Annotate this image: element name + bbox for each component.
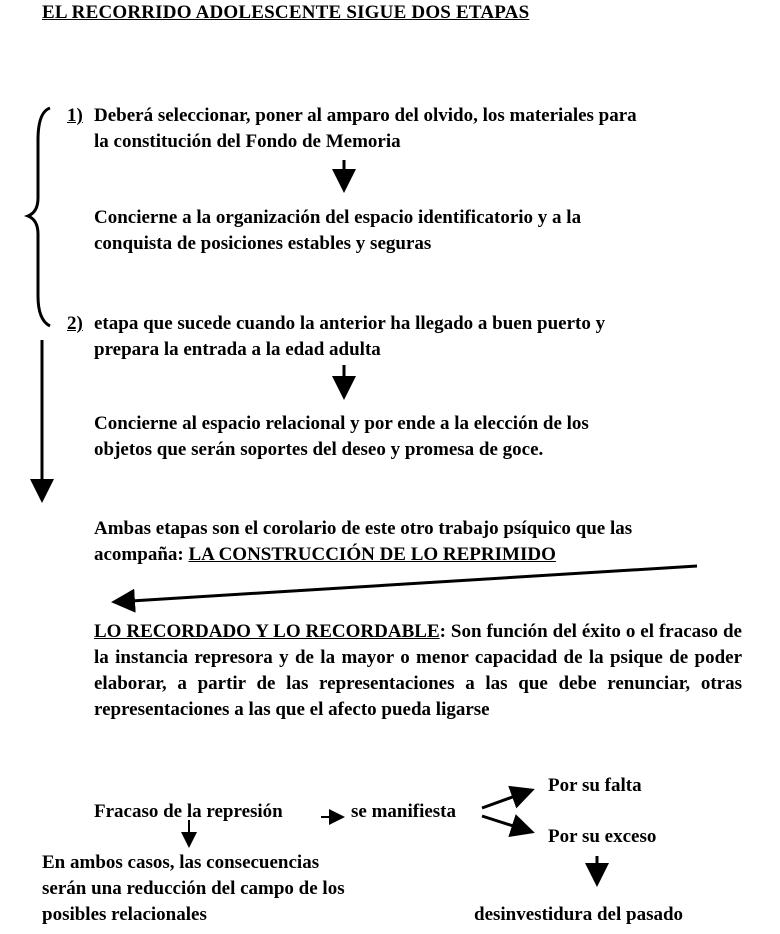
stage2-detail-line2: objetos que serán soportes del deseo y promesa de goce. bbox=[94, 439, 544, 460]
stage2-number: 2) bbox=[67, 313, 83, 334]
corollary-line1: Ambas etapas son el corolario de este otro trabajo psíquico que las bbox=[94, 518, 633, 539]
repressed-construction: LA CONSTRUCCIÓN DE LO REPRIMIDO bbox=[188, 544, 556, 565]
stage2-detail-line1: Concierne al espacio relacional y por ende a la elección de los bbox=[94, 413, 589, 434]
corollary-line2: acompaña: LA CONSTRUCCIÓN DE LO REPRIMIDO bbox=[94, 544, 556, 565]
recorded-heading: LO RECORDADO Y LO RECORDABLE bbox=[94, 621, 440, 642]
manifests-label: se manifiesta bbox=[351, 801, 457, 822]
page-title: EL RECORRIDO ADOLESCENTE SIGUE DOS ETAPAS bbox=[42, 2, 530, 23]
consequence-line1: En ambos casos, las consecuencias bbox=[42, 852, 320, 873]
stage1-number: 1) bbox=[67, 105, 83, 126]
stages-brace bbox=[28, 108, 50, 326]
consequence-line2: serán una reducción del campo de los bbox=[42, 878, 345, 899]
lack-label: Por su falta bbox=[548, 775, 642, 796]
consequence-line3: posibles relacionales bbox=[42, 904, 207, 925]
stage2-line1: etapa que sucede cuando la anterior ha llegado a buen puerto y bbox=[94, 313, 606, 334]
stage1-line1: Deberá seleccionar, poner al amparo del olvido, los materiales para bbox=[94, 105, 637, 126]
divestment-label: desinvestidura del pasado bbox=[474, 904, 684, 925]
excess-label: Por su exceso bbox=[548, 826, 657, 847]
lack-arrow bbox=[482, 790, 532, 808]
stage1-detail-line1: Concierne a la organización del espacio identificatorio y a la bbox=[94, 207, 582, 228]
excess-arrow bbox=[482, 816, 532, 832]
stage1-line2: la constitución del Fondo de Memoria bbox=[94, 131, 401, 152]
stage2-line2: prepara la entrada a la edad adulta bbox=[94, 339, 381, 360]
diagonal-left-arrow bbox=[114, 566, 697, 602]
recorded-text: : Son función del éxito o el fracaso de la instancia represora y de la mayor o menor capacidad de la psique de poder elaborar, a partir de las representaciones a las que debe renunciar, otras representaciones a las que el afecto pueda ligarse bbox=[94, 621, 742, 720]
failure-label: Fracaso de la represión bbox=[94, 801, 283, 822]
stage1-detail-line2: conquista de posiciones estables y seguras bbox=[94, 233, 432, 254]
